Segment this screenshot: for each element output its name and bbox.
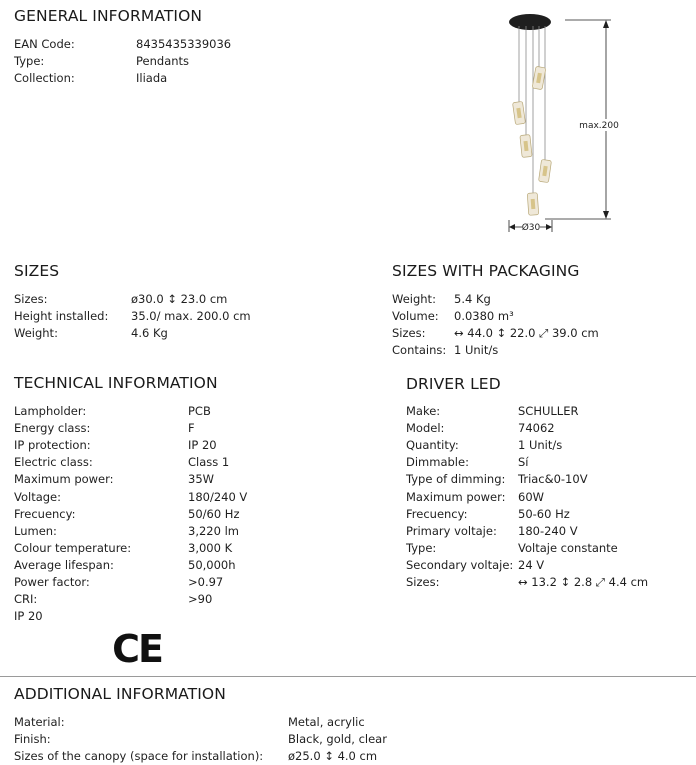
driver-heading: DRIVER LED xyxy=(406,375,501,393)
driver-value: 60W xyxy=(518,489,545,504)
section-divider xyxy=(0,676,696,677)
additional-label: Material: xyxy=(14,715,65,729)
technical-value: >0.97 xyxy=(188,575,224,589)
packaging-value: ↔ 44.0 ↕ 22.0 ⤢ 39.0 cm xyxy=(454,326,599,341)
additional-heading: ADDITIONAL INFORMATION xyxy=(14,685,226,703)
sizes-label: Height installed: xyxy=(14,309,109,324)
technical-label: Maximum power: xyxy=(14,472,114,487)
ce-mark-icon xyxy=(112,628,162,668)
technical-value: 180/240 V xyxy=(188,489,248,504)
packaging-label: Weight: xyxy=(392,292,436,306)
driver-value: Triac&0-10V xyxy=(518,472,588,487)
technical-label: CRI: xyxy=(14,592,38,607)
driver-value: 180-240 V xyxy=(518,523,578,538)
ip-rating-note: IP 20 xyxy=(14,609,43,623)
general-value: 8435435339036 xyxy=(136,37,232,51)
driver-value: 50-60 Hz xyxy=(518,506,570,521)
technical-label: Energy class: xyxy=(14,421,91,436)
driver-label: Type of dimming: xyxy=(406,472,506,487)
technical-value: F xyxy=(188,421,195,436)
packaging-heading: SIZES WITH PACKAGING xyxy=(392,262,580,280)
driver-value: ↔ 13.2 ↕ 2.8 ⤢ 4.4 cm xyxy=(518,575,649,589)
technical-heading: TECHNICAL INFORMATION xyxy=(14,374,218,392)
packaging-value: 0.0380 m³ xyxy=(454,309,514,324)
driver-label: Make: xyxy=(406,404,441,418)
technical-value: >90 xyxy=(188,592,213,607)
driver-label: Type: xyxy=(406,540,437,555)
packaging-label: Volume: xyxy=(392,309,439,324)
height-label: max.200 xyxy=(579,121,619,131)
pendant-shades xyxy=(513,66,552,215)
driver-label: Model: xyxy=(406,421,445,436)
packaging-value: 5.4 Kg xyxy=(454,292,491,306)
sizes-value: 35.0/ max. 200.0 cm xyxy=(131,309,251,324)
additional-label: Sizes of the canopy (space for installation): xyxy=(14,749,264,764)
technical-label: Lampholder: xyxy=(14,404,87,418)
svg-text:CE: CE xyxy=(112,628,162,668)
driver-label: Sizes: xyxy=(406,575,440,589)
driver-label: Quantity: xyxy=(406,438,459,453)
driver-value: Sí xyxy=(518,455,529,470)
technical-value: Class 1 xyxy=(188,455,230,470)
technical-label: Voltage: xyxy=(14,489,62,504)
sizes-label: Sizes: xyxy=(14,292,48,306)
general-value: Iliada xyxy=(136,71,168,86)
sizes-heading: SIZES xyxy=(14,262,60,280)
packaging-value: 1 Unit/s xyxy=(454,343,499,358)
technical-value: PCB xyxy=(188,404,211,418)
sizes-value: 4.6 Kg xyxy=(131,326,168,341)
diameter-label: Ø30 xyxy=(521,223,541,233)
driver-label: Maximum power: xyxy=(406,489,506,504)
general-label: Type: xyxy=(14,54,45,69)
pendant-diagram xyxy=(495,8,695,240)
technical-value: 35W xyxy=(188,472,215,487)
driver-label: Secondary voltaje: xyxy=(406,557,514,572)
driver-value: 24 V xyxy=(518,557,545,572)
technical-value: 3,220 lm xyxy=(188,523,239,538)
technical-value: 50,000h xyxy=(188,557,236,572)
driver-value: 74062 xyxy=(518,421,555,436)
technical-label: Colour temperature: xyxy=(14,540,132,555)
technical-label: Lumen: xyxy=(14,523,57,538)
driver-value: 1 Unit/s xyxy=(518,438,563,453)
technical-label: IP protection: xyxy=(14,438,91,453)
additional-label: Finish: xyxy=(14,732,51,747)
driver-label: Primary voltaje: xyxy=(406,523,497,538)
technical-label: Frecuency: xyxy=(14,506,76,521)
packaging-label: Contains: xyxy=(392,343,447,358)
additional-value: Black, gold, clear xyxy=(288,732,387,747)
sizes-value: ø30.0 ↕ 23.0 cm xyxy=(131,292,228,306)
driver-label: Frecuency: xyxy=(406,506,468,521)
driver-value: SCHULLER xyxy=(518,404,579,418)
general-value: Pendants xyxy=(136,54,190,69)
technical-label: Average lifespan: xyxy=(14,557,114,572)
additional-value: Metal, acrylic xyxy=(288,715,365,729)
additional-value: ø25.0 ↕ 4.0 cm xyxy=(288,749,378,764)
driver-label: Dimmable: xyxy=(406,455,469,470)
technical-value: 50/60 Hz xyxy=(188,506,240,521)
driver-value: Voltaje constante xyxy=(518,540,618,555)
technical-value: 3,000 K xyxy=(188,540,233,555)
technical-label: Power factor: xyxy=(14,575,90,589)
technical-label: Electric class: xyxy=(14,455,93,470)
general-label: EAN Code: xyxy=(14,37,75,51)
sizes-label: Weight: xyxy=(14,326,58,341)
packaging-label: Sizes: xyxy=(392,326,426,341)
general-heading: GENERAL INFORMATION xyxy=(14,7,203,25)
technical-value: IP 20 xyxy=(188,438,217,453)
general-label: Collection: xyxy=(14,71,75,86)
